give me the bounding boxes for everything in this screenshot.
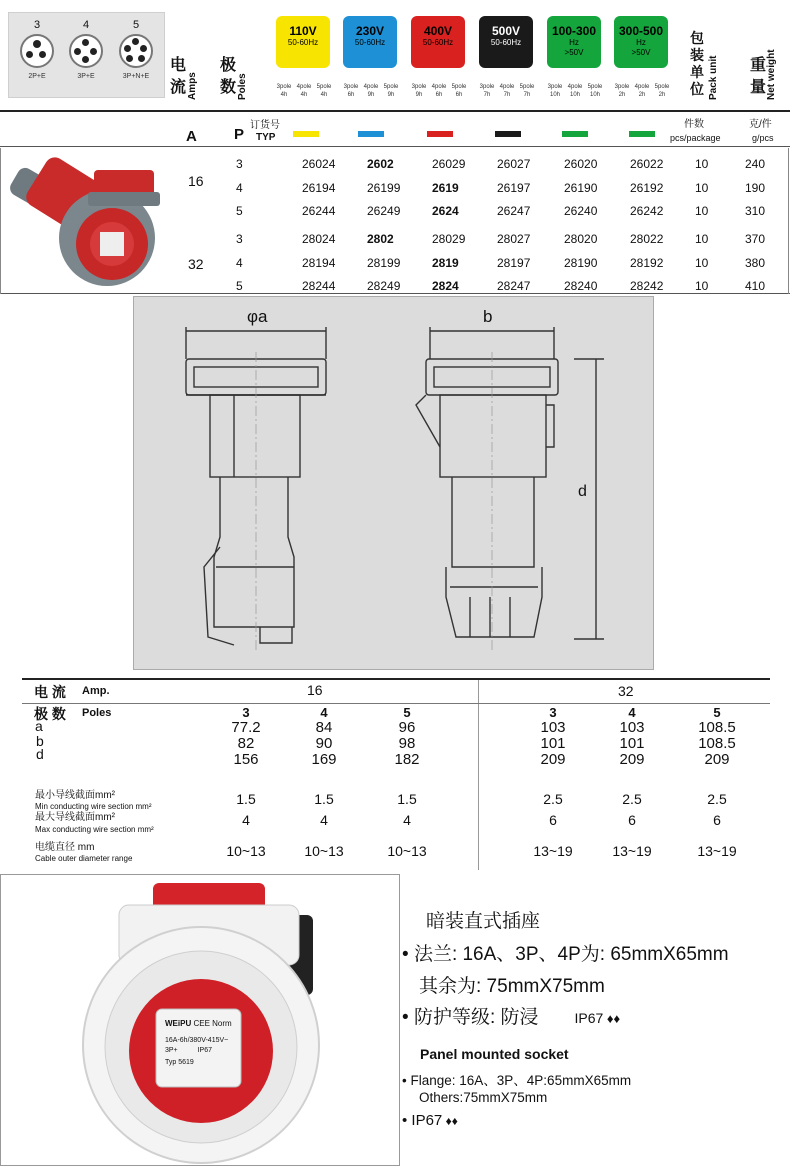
pole-hours: [612, 83, 672, 99]
dim-poles-value: 5: [713, 705, 721, 720]
col-amp: A: [186, 128, 197, 145]
pole-hours: [545, 83, 605, 99]
max-wire-en: Max conducting wire section mm²: [35, 825, 154, 834]
water-drop-icon: ♦♦: [442, 1114, 458, 1128]
pole-hours-cell: 9h: [387, 92, 395, 98]
water-drop-icon: ♦♦: [603, 1011, 621, 1026]
dim-b-label: b: [483, 307, 493, 326]
pole-hours-cell: 4h: [280, 92, 288, 98]
dim-cable-value: 13~19: [612, 843, 652, 859]
poles-value: 5: [236, 279, 243, 293]
dim-b-value: 101: [619, 735, 645, 752]
col-pcs-en: pcs/package: [670, 133, 721, 143]
poles-value: 3: [236, 232, 243, 246]
order-code: 2802: [367, 232, 394, 246]
socket-5-icon: [119, 34, 153, 68]
dim-b-value: 82: [237, 735, 255, 752]
pin-num: 3: [33, 19, 41, 31]
pole-hours-cell: 3pole: [479, 84, 495, 90]
technical-drawing-image: [134, 297, 653, 669]
order-code: 28194: [302, 256, 336, 270]
pack-value: 10: [695, 157, 709, 171]
weight-en: Net weight: [766, 49, 777, 100]
dim-d-value: 209: [540, 751, 566, 768]
pole-hours-cell: 4h: [320, 92, 328, 98]
order-code: 2819: [432, 256, 459, 270]
voltage-box: [547, 16, 601, 68]
order-code: 28027: [497, 232, 531, 246]
voltage-label: 500V: [491, 24, 521, 38]
weight-value: 370: [745, 232, 766, 246]
pole-hours-cell: 4h: [300, 92, 308, 98]
dim-d-value: 182: [394, 751, 420, 768]
pack-value: 10: [695, 232, 709, 246]
pack-cn: 包 装 单 位: [690, 30, 704, 97]
pole-hours-cell: 3pole: [547, 84, 563, 90]
dim-b-value: 101: [540, 735, 566, 752]
dims-poles-en: Poles: [82, 707, 112, 719]
dim-max-value: 6: [713, 812, 721, 828]
pin-label: 3P+N+E: [122, 73, 150, 80]
pole-hours-cell: 5pole: [519, 84, 535, 90]
weight-value: 240: [745, 157, 766, 171]
voltage-label: 110V: [289, 24, 317, 38]
color-swatch: [495, 131, 521, 137]
pole-hours-cell: 6h: [435, 92, 443, 98]
weight-value: 190: [745, 181, 766, 195]
dim-min-value: 2.5: [707, 791, 727, 807]
dim-poles-value: 4: [628, 705, 636, 720]
pole-hours-cell: 7h: [503, 92, 511, 98]
desc-bullet1b-cn: 其余为: 75mmX75mm: [419, 976, 605, 997]
pole-hours-cell: 4pole: [431, 84, 447, 90]
frequency-label: 50-60Hz: [287, 38, 319, 47]
column-divider: [0, 146, 790, 147]
dim-cable-value: 13~19: [697, 843, 737, 859]
dims-current-cn: 电 流: [34, 684, 66, 700]
pole-hours-cell: 2h: [618, 92, 626, 98]
frequency-label: 50-60Hz: [354, 38, 386, 47]
pack-value: 10: [695, 279, 709, 293]
desc-e1b: Others:75mmX75mm: [419, 1090, 548, 1105]
poles-value: 3: [236, 157, 243, 171]
weight-value: 410: [745, 279, 766, 293]
dim-a-value: 108.5: [698, 719, 736, 736]
voltage-box: [614, 16, 668, 68]
pin-label: 3P+E: [77, 73, 95, 80]
pole-hours: [409, 83, 469, 99]
pack-en: Pack unit: [708, 55, 719, 100]
amp-value: 16: [188, 173, 204, 189]
voltage-label: 100-300: [551, 24, 597, 38]
pole-hours-cell: 5pole: [316, 84, 332, 90]
color-swatch: [358, 131, 384, 137]
col-pcs-cn: 件数: [684, 119, 704, 130]
pole-hours-cell: 4pole: [499, 84, 515, 90]
voltage-box: [276, 16, 330, 68]
col-wt-cn: 克/件: [749, 119, 772, 130]
pole-hours-cell: 3pole: [614, 84, 630, 90]
order-code: 26192: [630, 181, 664, 195]
dim-max-value: 4: [403, 812, 411, 828]
voltage-label: 300-500: [618, 24, 664, 38]
table-bottom-line: [0, 293, 790, 294]
pin-label: 2P+E: [28, 73, 46, 80]
max-wire-cn: 最大导线截面mm²: [35, 812, 115, 823]
order-code: 26247: [497, 204, 531, 218]
dim-b-value: 108.5: [698, 735, 736, 752]
desc-e1: • Flange: 16A、3P、4P:65mmX65mm: [402, 1073, 632, 1088]
dims-d-label: d: [36, 746, 44, 762]
poles-en: Poles: [237, 73, 248, 100]
frequency-label: Hz >50V: [631, 38, 651, 57]
weight-value: 310: [745, 204, 766, 218]
amp-value: 32: [188, 256, 204, 272]
dim-d-value: 209: [619, 751, 645, 768]
dim-d-label: d: [578, 483, 587, 500]
pole-hours-cell: 9h: [367, 92, 375, 98]
order-code: 28029: [432, 232, 466, 246]
col-poles: P: [234, 126, 245, 143]
header-divider: [0, 110, 790, 112]
order-code: 28242: [630, 279, 664, 293]
dim-a-value: 96: [398, 719, 416, 736]
pole-hours-cell: 9h: [415, 92, 423, 98]
dim-d-value: 209: [704, 751, 730, 768]
pole-hours-cell: 3pole: [343, 84, 359, 90]
socket-3-icon: [20, 34, 54, 68]
pole-hours-cell: 10h: [569, 92, 580, 98]
desc-title-en: Panel mounted socket: [420, 1046, 569, 1062]
pole-hours-cell: 7h: [483, 92, 491, 98]
order-code: 28240: [564, 279, 598, 293]
pole-hours-cell: 4pole: [634, 84, 650, 90]
dim-max-value: 6: [549, 812, 557, 828]
dim-max-value: 6: [628, 812, 636, 828]
label-brand: WEiPU CEE Norm: [165, 1019, 232, 1028]
pack-value: 10: [695, 181, 709, 195]
pole-hours-cell: 4pole: [296, 84, 312, 90]
pin-3: [15, 19, 59, 80]
pole-hours-cell: 3pole: [411, 84, 427, 90]
desc-bullet2-cn: • 防护等级: 防浸 IP67 ♦♦: [402, 1007, 621, 1028]
dim-b-value: 98: [398, 735, 416, 752]
dims-a-label: a: [35, 718, 43, 734]
pole-hours-cell: 5pole: [383, 84, 399, 90]
dims-group-line: [22, 703, 770, 704]
color-swatch: [293, 131, 319, 137]
dim-a-label: φa: [247, 307, 268, 326]
pack-value: 10: [695, 256, 709, 270]
order-code: 2619: [432, 181, 459, 195]
dim-a-value: 77.2: [231, 719, 261, 736]
order-code: 26199: [367, 181, 401, 195]
cable-dia-en: Cable outer diameter range: [35, 854, 133, 863]
pin-4: [64, 19, 108, 80]
pole-hours-cell: 10h: [549, 92, 560, 98]
dim-cable-value: 10~13: [304, 843, 344, 859]
desc-title-cn: 暗装直式插座: [426, 911, 541, 932]
pack-value: 10: [695, 204, 709, 218]
socket-4-icon: [69, 34, 103, 68]
dim-d-value: 156: [233, 751, 259, 768]
pole-hours: [274, 83, 334, 99]
dim-cable-value: 10~13: [387, 843, 427, 859]
dim-a-value: 103: [619, 719, 645, 736]
order-code: 2824: [432, 279, 459, 293]
order-code: 26240: [564, 204, 598, 218]
order-code: 26029: [432, 157, 466, 171]
order-code: 26020: [564, 157, 598, 171]
pole-hours-cell: 4pole: [567, 84, 583, 90]
order-code: 2624: [432, 204, 459, 218]
dim-min-value: 1.5: [236, 791, 256, 807]
dimension-drawing: [133, 296, 654, 670]
voltage-label: 230V: [355, 24, 385, 38]
order-code: 26190: [564, 181, 598, 195]
min-wire-en: Min conducting wire section mm²: [35, 802, 152, 811]
right-border: [788, 148, 789, 294]
voltage-box: [479, 16, 533, 68]
dim-poles-value: 4: [320, 705, 328, 720]
desc-e2: • IP67 ♦♦: [402, 1112, 458, 1129]
pole-hours-cell: 5pole: [587, 84, 603, 90]
frequency-label: Hz >50V: [564, 38, 584, 57]
pole-hours-cell: 4pole: [363, 84, 379, 90]
order-code: 28199: [367, 256, 401, 270]
label-line2: 3P+ IP67: [165, 1047, 213, 1054]
order-code: 26194: [302, 181, 336, 195]
dim-poles-value: 3: [549, 705, 557, 720]
dim-b-value: 90: [315, 735, 333, 752]
dims-top-line: [22, 678, 770, 680]
col-order-en: TYP: [256, 132, 276, 143]
weight-cn: 重 量: [750, 57, 767, 96]
pole-hours-cell: 7h: [523, 92, 531, 98]
order-code: 26244: [302, 204, 336, 218]
color-swatch: [562, 131, 588, 137]
order-code: 26024: [302, 157, 336, 171]
voltage-box: [411, 16, 465, 68]
pin-configuration-panel: [8, 12, 165, 98]
pole-hours-cell: 6h: [347, 92, 355, 98]
order-code: 28024: [302, 232, 336, 246]
order-code: 28244: [302, 279, 336, 293]
dim-cable-value: 10~13: [226, 843, 266, 859]
product-thumbnail-image: [2, 148, 172, 294]
order-code: 28190: [564, 256, 598, 270]
product-photo: [0, 874, 400, 1166]
pin-5: [113, 19, 159, 80]
min-wire-cn: 最小导线截面mm²: [35, 790, 115, 801]
frequency-label: 50-60Hz: [422, 38, 454, 47]
dim-max-value: 4: [242, 812, 250, 828]
order-code: 2602: [367, 157, 394, 171]
order-code: 28022: [630, 232, 664, 246]
order-code: 28247: [497, 279, 531, 293]
dims-b-label: b: [36, 733, 44, 749]
dim-poles-value: 3: [242, 705, 250, 720]
order-code: 26027: [497, 157, 531, 171]
label-typ: Typ 5619: [165, 1059, 194, 1066]
dim-cable-value: 13~19: [533, 843, 573, 859]
current-cn: 电 流: [170, 57, 187, 96]
left-border: [0, 148, 1, 294]
poles-value: 4: [236, 181, 243, 195]
col-wt-en: g/pcs: [752, 133, 774, 143]
pole-hours-cell: 2h: [658, 92, 666, 98]
dim-min-value: 2.5: [622, 791, 642, 807]
order-code: 26242: [630, 204, 664, 218]
order-code: 28020: [564, 232, 598, 246]
pole-hours-cell: 3pole: [276, 84, 292, 90]
label-line1: 16A-6h/380V-415V~: [165, 1037, 229, 1044]
pole-hours: [341, 83, 401, 99]
pole-hours-cell: 6h: [455, 92, 463, 98]
dims-poles-cn: 极 数: [34, 706, 66, 722]
desc-bullet1-cn: • 法兰: 16A、3P、4P为: 65mmX65mm: [402, 944, 729, 965]
pin-num: 4: [82, 19, 90, 31]
poles-value: 4: [236, 256, 243, 270]
order-code: 26249: [367, 204, 401, 218]
frequency-label: 50-60Hz: [490, 38, 522, 47]
dim-poles-value: 5: [403, 705, 411, 720]
order-code: 28249: [367, 279, 401, 293]
dim-d-value: 169: [311, 751, 337, 768]
voltage-box: [343, 16, 397, 68]
dim-min-value: 1.5: [314, 791, 334, 807]
pin-num: 5: [132, 19, 140, 31]
pole-hours-cell: 5pole: [654, 84, 670, 90]
pole-hours-cell: 5pole: [451, 84, 467, 90]
dim-max-value: 4: [320, 812, 328, 828]
order-code: 26197: [497, 181, 531, 195]
color-swatch: [629, 131, 655, 137]
pole-hours-cell: 10h: [589, 92, 600, 98]
dim-a-value: 103: [540, 719, 566, 736]
dims-group-16: 16: [307, 682, 323, 698]
poles-cn: 极 数: [220, 57, 237, 96]
color-swatch: [427, 131, 453, 137]
weight-value: 380: [745, 256, 766, 270]
dims-group-32: 32: [618, 683, 634, 699]
order-code: 28192: [630, 256, 664, 270]
dim-min-value: 2.5: [543, 791, 563, 807]
pole-hours-cell: 2h: [638, 92, 646, 98]
voltage-label: 400V: [423, 24, 453, 38]
order-code: 28197: [497, 256, 531, 270]
current-en: Amps: [187, 72, 198, 100]
dims-group-divider: [478, 680, 479, 870]
order-code: 26022: [630, 157, 664, 171]
dim-min-value: 1.5: [397, 791, 417, 807]
pole-hours: [477, 83, 537, 99]
poles-value: 5: [236, 204, 243, 218]
dim-a-value: 84: [315, 719, 333, 736]
dims-current-en: Amp.: [82, 685, 110, 697]
cable-dia-cn: 电缆直径 mm: [35, 842, 95, 853]
col-order-cn: 订货号: [250, 120, 280, 131]
